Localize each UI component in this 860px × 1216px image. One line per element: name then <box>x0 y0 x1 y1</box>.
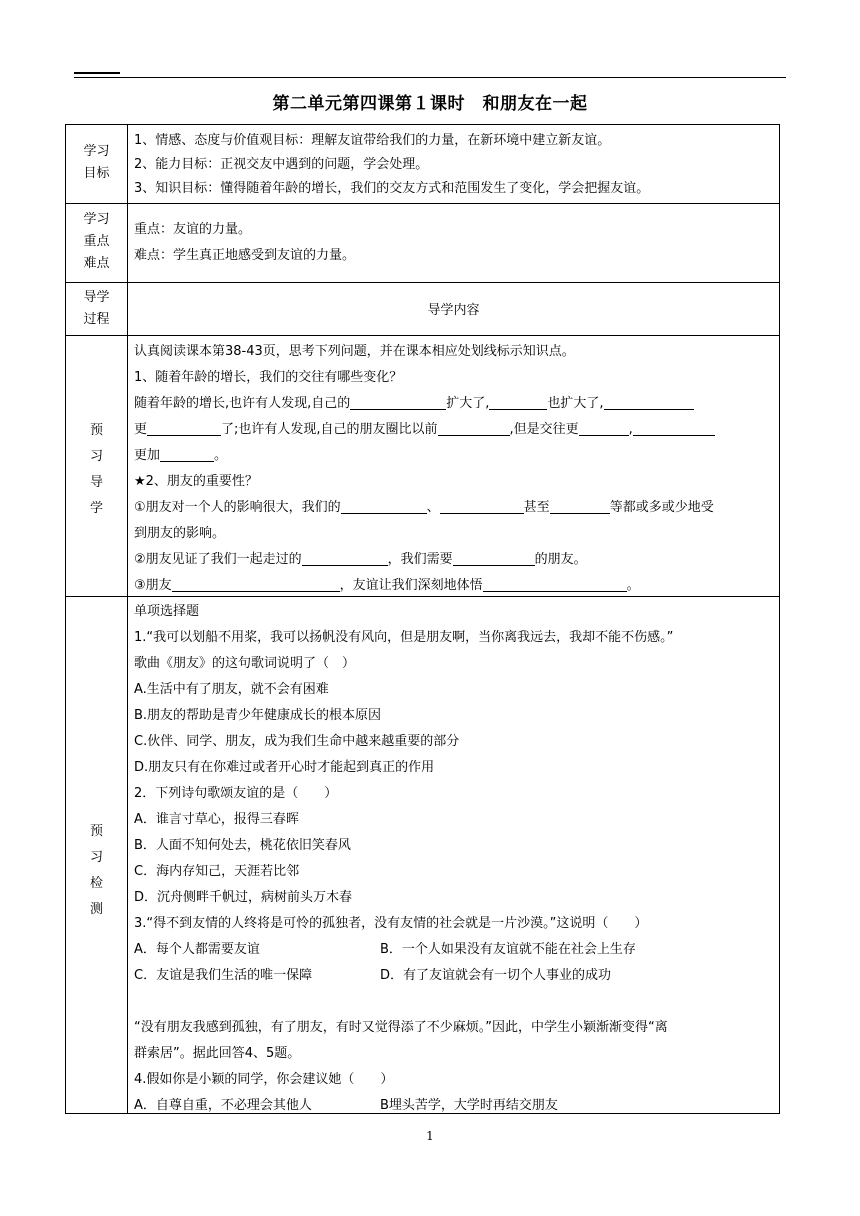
blank[interactable] <box>160 446 214 462</box>
key-point-line: 重点：友谊的力量。 <box>134 222 252 237</box>
question-2-stem: 2．下列诗句歌颂友谊的是（ ） <box>134 786 338 801</box>
goal-line: 3、知识目标：懂得随着年龄的增长，我们的交友方式和范围发生了变化，学会把握友谊。 <box>134 181 650 196</box>
preview-content <box>134 339 773 599</box>
question-4-stem: 4.假如你是小颖的同学，你会建议她（ ） <box>134 1072 394 1087</box>
fill-line: ②朋友见证了我们一起走过的 ，我们需要 的朋友。 <box>134 552 587 567</box>
blank[interactable] <box>579 420 629 436</box>
fill-line: ③朋友 ，友谊让我们深刻地体悟 。 <box>134 578 640 593</box>
fill-line: 到朋友的影响。 <box>134 526 226 541</box>
option[interactable]: A．谁言寸草心，报得三春晖 <box>134 812 299 827</box>
difficult-point-line: 难点：学生真正地感受到友谊的力量。 <box>134 248 356 263</box>
key-points-label: 学习 重点 难点 <box>83 212 110 271</box>
goals-content <box>134 129 773 201</box>
check-content <box>134 599 773 1119</box>
blank[interactable] <box>172 576 340 592</box>
goals-label: 学习 目标 <box>83 144 110 181</box>
question-3-stem: 3.“得不到友情的人终将是可怜的孤独者，没有友情的社会就是一片沙漠。”这说明（ ） <box>134 916 648 931</box>
page-number: 1 <box>426 1129 434 1143</box>
goal-line: 2、能力目标：正视交友中遇到的问题，学会处理。 <box>134 157 429 172</box>
option[interactable]: B．人面不知何处去，桃花依旧笑春风 <box>134 838 351 853</box>
key-points-content <box>134 217 773 269</box>
option[interactable]: A．每个人都需要友谊 <box>134 942 260 957</box>
option-row <box>134 937 773 963</box>
lesson-table <box>65 124 780 1114</box>
option[interactable]: A.生活中有了朋友，就不会有困难 <box>134 682 329 697</box>
fill-line: ①朋友对一个人的影响很大，我们的 、 甚至 等都或多或少地受 <box>134 500 714 515</box>
blank[interactable] <box>350 394 446 410</box>
option[interactable]: A．自尊自重，不必理会其他人 <box>134 1098 312 1113</box>
blank[interactable] <box>483 576 627 592</box>
process-content: 导学内容 <box>427 303 480 318</box>
check-label: 预 习 检 测 <box>89 824 103 917</box>
blank[interactable] <box>440 498 524 514</box>
blank[interactable] <box>453 550 535 566</box>
row-divider <box>66 203 779 204</box>
blank[interactable] <box>489 394 547 410</box>
row-divider <box>66 335 779 336</box>
section-heading: 单项选择题 <box>134 604 200 619</box>
option[interactable]: C．海内存知己，天涯若比邻 <box>134 864 300 879</box>
row-divider <box>66 282 779 283</box>
blank[interactable] <box>633 420 715 436</box>
blank[interactable] <box>604 394 694 410</box>
goal-line: 1、情感、态度与价值观目标：理解友谊带给我们的力量，在新环境中建立新友谊。 <box>134 133 611 148</box>
header-rule <box>74 77 786 78</box>
fill-line: 更加 。 <box>134 448 228 463</box>
option[interactable]: C.伙伴、同学、朋友，成为我们生命中越来越重要的部分 <box>134 734 460 749</box>
process-label: 导学 过程 <box>83 290 110 327</box>
blank[interactable] <box>147 420 221 436</box>
preview-label: 预 习 导 学 <box>89 423 103 516</box>
fill-line: 随着年龄的增长,也许有人发现,自己的 扩大了, 也扩大了, <box>134 391 773 417</box>
question-1-stem: 歌曲《朋友》的这句歌词说明了（ ） <box>134 656 356 671</box>
option[interactable]: B．一个人如果没有友谊就不能在社会上生存 <box>380 942 636 957</box>
option[interactable]: C．友谊是我们生活的唯一保障 <box>134 968 313 983</box>
spacer <box>134 989 773 1015</box>
option-row <box>134 963 773 989</box>
option[interactable]: D．有了友谊就会有一切个人事业的成功 <box>380 968 612 983</box>
material-stem: “没有朋友我感到孤独，有了朋友，有时又觉得添了不少麻烦。”因此，中学生小颖渐渐变得“离 <box>134 1020 668 1035</box>
preview-intro: 认真阅读课本第38-43页，思考下列问题，并在课本相应处划线标示知识点。 <box>134 344 575 359</box>
material-stem: 群索居”。据此回答4、5题。 <box>134 1046 301 1061</box>
option[interactable]: B埋头苦学，大学时再结交朋友 <box>380 1098 558 1113</box>
blank[interactable] <box>550 498 610 514</box>
header-rule-short <box>74 72 120 74</box>
page-title: 第二单元第四课第１课时 和朋友在一起 <box>272 94 588 114</box>
blank[interactable] <box>341 498 427 514</box>
option[interactable]: D．沉舟侧畔千帆过，病树前头万木春 <box>134 890 353 905</box>
question-1: 1、随着年龄的增长，我们的交往有哪些变化？ <box>134 370 403 385</box>
fill-line: 更 了;也许有人发现,自己的朋友圈比以前 ,但是交往更 , <box>134 417 773 443</box>
option[interactable]: B.朋友的帮助是青少年健康成长的根本原因 <box>134 708 382 723</box>
option-row <box>134 1093 773 1119</box>
blank[interactable] <box>302 550 388 566</box>
blank[interactable] <box>438 420 510 436</box>
question-1-stem: 1.“我可以划船不用桨，我可以扬帆没有风向，但是朋友啊，当你离我远去，我却不能不伤感。” <box>134 630 674 645</box>
column-divider <box>127 125 128 1113</box>
question-2: ★2、朋友的重要性？ <box>134 474 258 489</box>
option[interactable]: D.朋友只有在你难过或者开心时才能起到真正的作用 <box>134 760 435 775</box>
